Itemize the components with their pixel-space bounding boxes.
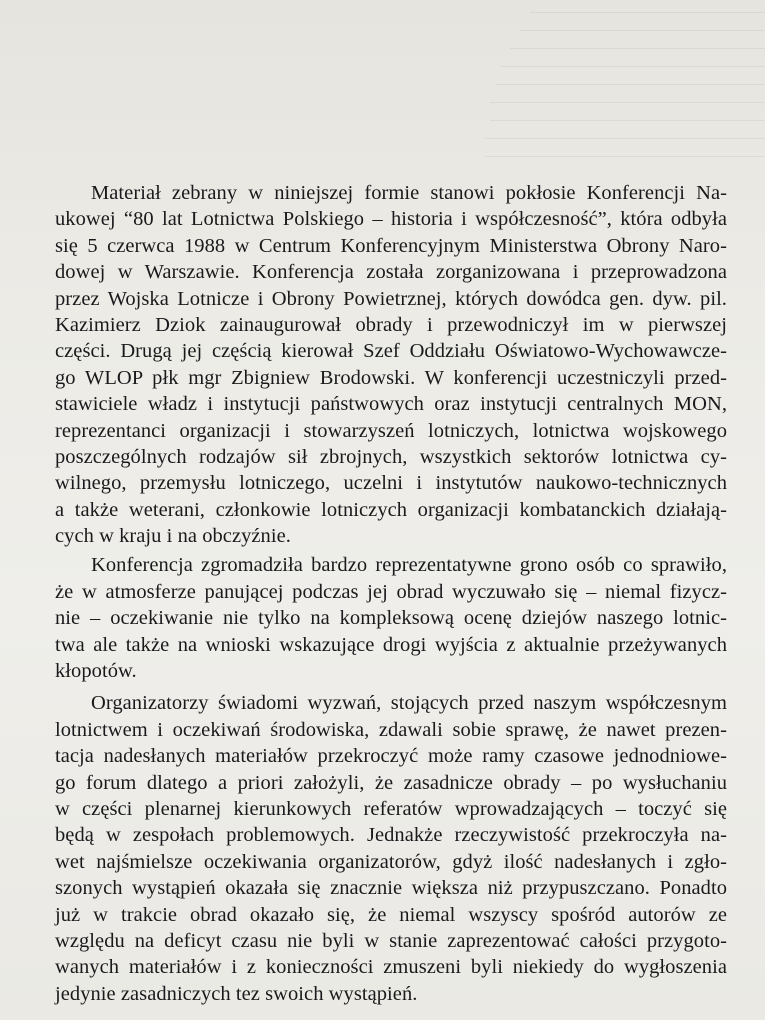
text-line: ukowej “80 lat Lotnictwa Polskiego – historia i współczesność”, która odbyła	[55, 208, 727, 231]
text-line: już w trakcie obrad okazało się, że niemal wszyscy spośród autorów ze	[55, 903, 727, 926]
text-line: lotnictwem i oczekiwań środowiska, zdawali sobie sprawę, że nawet prezen-	[55, 718, 727, 741]
text-line: w części plenarnej kierunkowych referatów wprowadzających – toczyć się	[55, 797, 727, 820]
show-through-text	[470, 0, 765, 180]
text-line: będą w zespołach problemowych. Jednakże rzeczywistość przekroczyła na-	[55, 824, 727, 847]
text-line: wanych materiałów i z konieczności zmuszeni byli niekiedy do wygłoszenia	[55, 956, 727, 979]
text-line: że w atmosferze panującej podczas jej obrad wyczuwało się – niemal fizycz-	[55, 580, 727, 603]
text-line: go WLOP płk mgr Zbigniew Brodowski. W konferencji uczestniczyli przed-	[55, 366, 727, 389]
text-line: Organizatorzy świadomi wyzwań, stojących przed naszym współczesnym	[91, 692, 727, 715]
paragraph	[55, 690, 727, 1007]
paragraph	[55, 552, 727, 684]
text-line: się 5 czerwca 1988 w Centrum Konferencyjnym Ministerstwa Obrony Naro-	[55, 234, 727, 257]
text-line: przez Wojska Lotnicze i Obrony Powietrznej, których dowódca gen. dyw. pil.	[55, 287, 727, 310]
text-line: reprezentanci organizacji i stowarzyszeń lotniczych, lotnictwa wojskowego	[55, 419, 727, 442]
text-line: cych w kraju i na obczyźnie.	[55, 525, 291, 548]
paragraph	[55, 180, 727, 549]
text-line: szonych wystąpień okazała się znacznie większa niż przypuszczano. Ponadto	[55, 877, 727, 900]
text-line: Materiał zebrany w niniejszej formie stanowi pokłosie Konferencji Na-	[91, 182, 727, 204]
text-line: stawiciele władz i instytucji państwowych oraz instytucji centralnych MON,	[55, 393, 727, 416]
text-line: nie – oczekiwanie nie tylko na kompleksową ocenę dziejów naszego lotnic-	[55, 607, 727, 630]
text-line: go forum dlatego a priori założyli, że zasadnicze obrady – po wysłuchaniu	[55, 771, 727, 794]
text-line: Konferencja zgromadziła bardzo reprezentatywne grono osób co sprawiło,	[91, 554, 727, 577]
text-line: poszczególnych rodzajów sił zbrojnych, wszystkich sektorów lotnictwa cy-	[55, 445, 727, 468]
text-line: kłopotów.	[55, 660, 137, 683]
text-line: a także weterani, członkowie lotniczych organizacji kombatanckich działają-	[55, 498, 727, 521]
text-line: wet najśmielsze oczekiwania organizatorów, gdyż ilość nadesłanych i zgło-	[55, 850, 727, 873]
text-line: twa ale także na wnioski wskazujące drogi wyjścia z aktualnie przeżywanych	[55, 633, 727, 656]
text-line: części. Drugą jej częścią kierował Szef Oddziału Oświatowo-Wychowawcze-	[55, 340, 727, 363]
text-line: względu na deficyt czasu nie byli w stanie zaprezentować całości przygoto-	[55, 929, 727, 952]
body-text	[55, 180, 727, 1007]
text-line: wilnego, przemysłu lotniczego, uczelni i instytutów naukowo-technicznych	[55, 472, 727, 495]
text-line: Kazimierz Dziok zainaugurował obrady i przewodniczył im w pierwszej	[55, 313, 727, 336]
text-line: dowej w Warszawie. Konferencja została zorganizowana i przeprowadzona	[55, 261, 727, 284]
text-line: tacja nadesłanych materiałów przekroczyć może ramy czasowe jednodniowe-	[55, 745, 727, 768]
text-line: jedynie zasadniczych tez swoich wystąpień.	[55, 982, 418, 1005]
